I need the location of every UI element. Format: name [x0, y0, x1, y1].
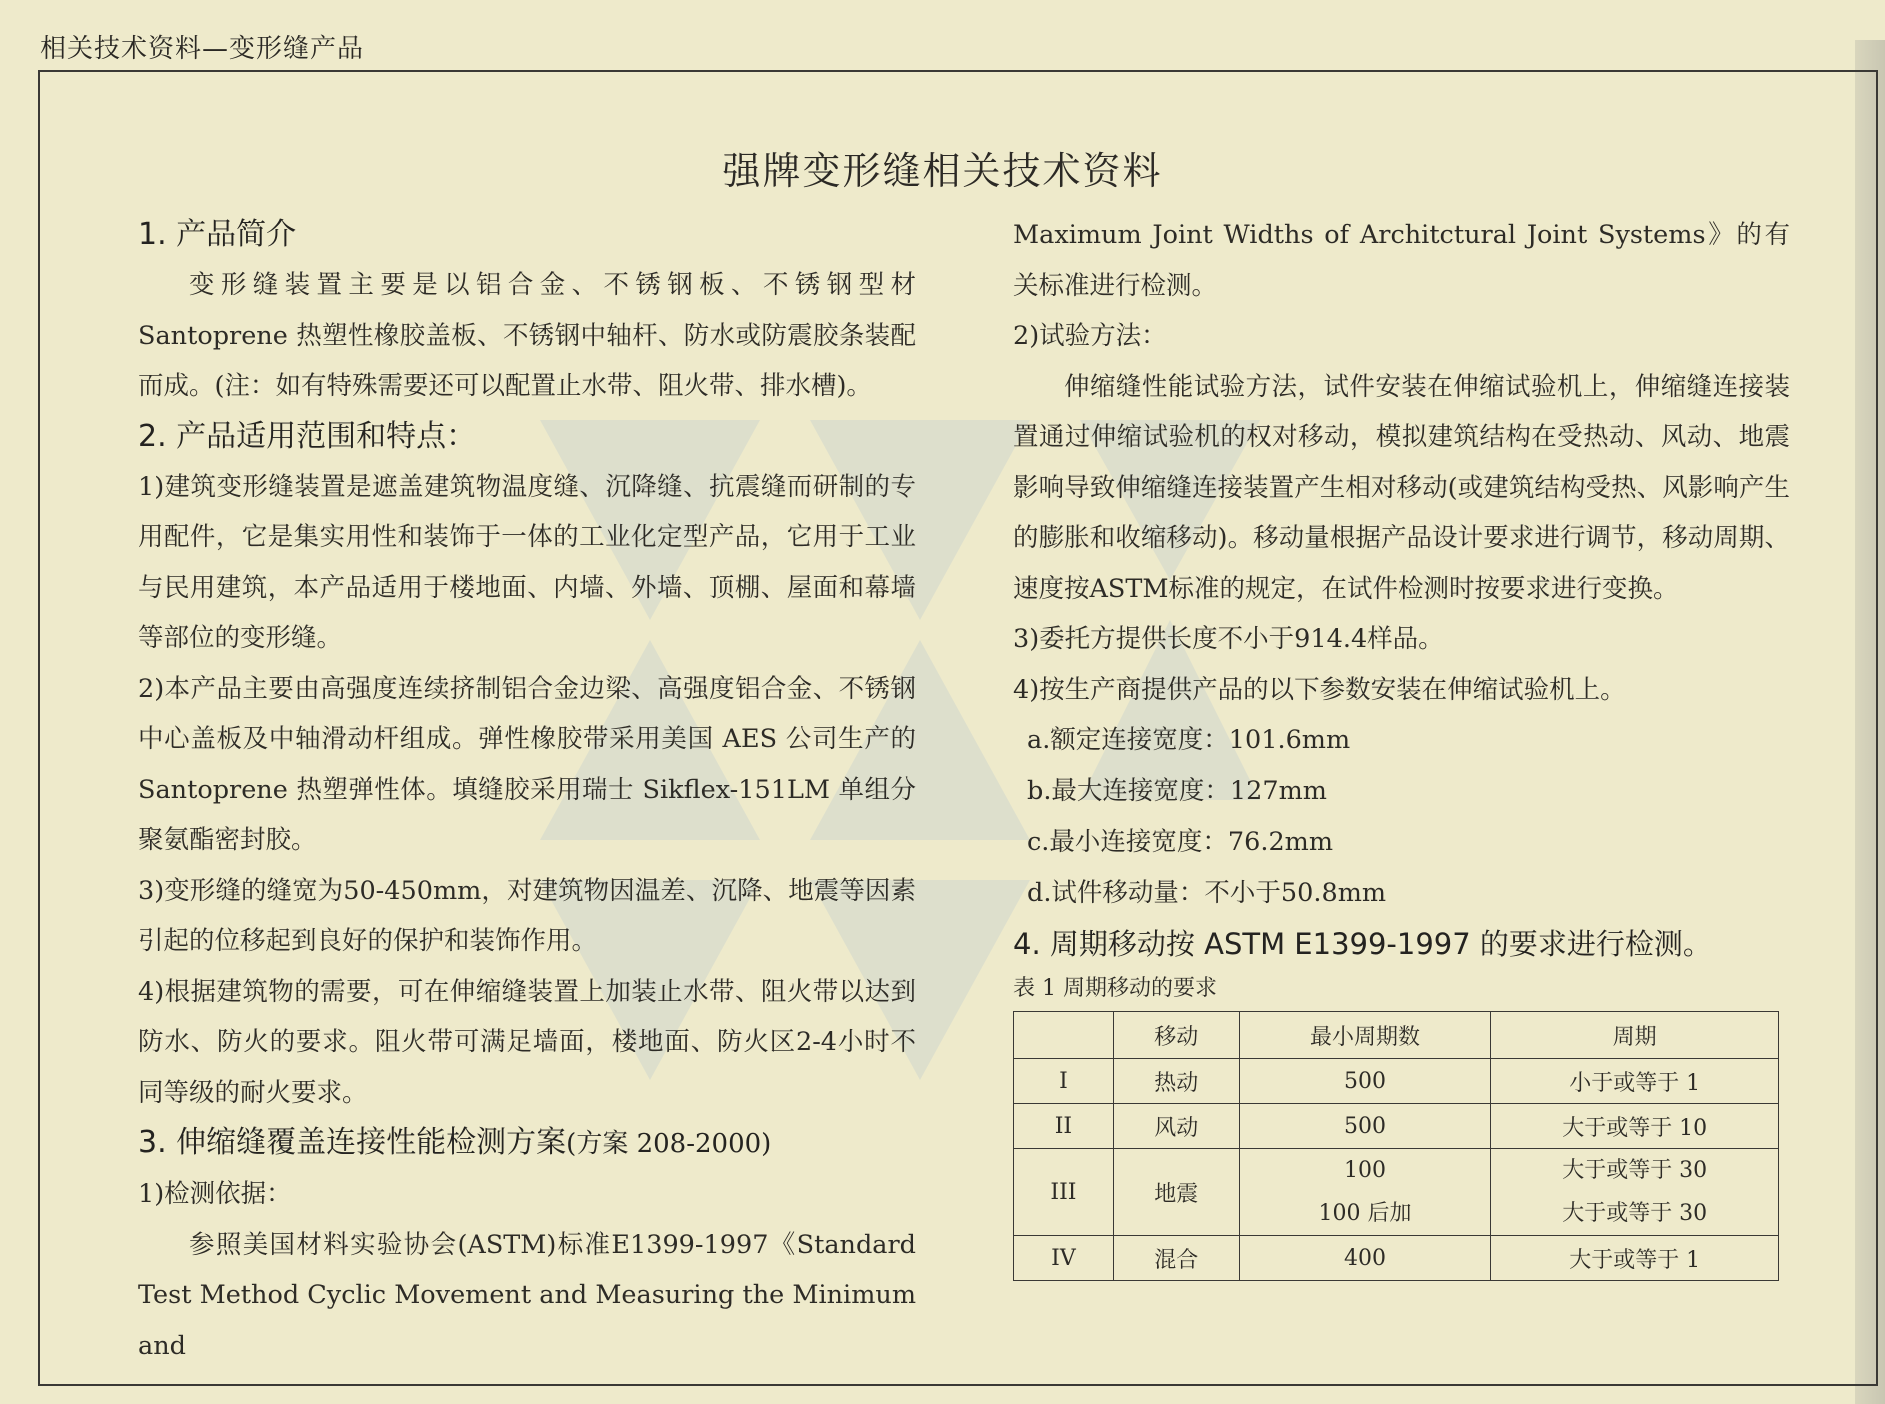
- table-row: [1014, 1059, 1779, 1104]
- table-cell: 混合: [1113, 1236, 1239, 1281]
- section-3-item-3: 3)委托方提供长度不小于914.4样品。: [1013, 624, 1444, 654]
- table-cell-line: 大于或等于 30: [1562, 1158, 1708, 1183]
- section-4-heading: 4. 周期移动按 ASTM E1399-1997 的要求进行检测。: [1013, 927, 1712, 961]
- table-cell: 500: [1239, 1059, 1491, 1104]
- table-row: [1014, 1236, 1779, 1281]
- table-header-cell: 最小周期数: [1239, 1012, 1491, 1059]
- param-c: c.最小连接宽度：76.2mm: [1027, 827, 1334, 857]
- section-2-item-1: 1)建筑变形缝装置是遮盖建筑物温度缝、沉降缝、抗震缝而研制的专用配件，它是集实用性和装饰于一体的工业化定型产品，它用于工业与民用建筑，本产品适用于楼地面、内墙、外墙、顶棚、屋面和幕墙等部位的变形缝。: [138, 471, 916, 653]
- section-3-paragraph: 参照美国材料实验协会(ASTM)标准E1399-1997《Standard Test Method Cyclic Movement and Measuring the Minimum and: [138, 1229, 916, 1361]
- standard-continuation: Maximum Joint Widths of Architctural Joint Systems》的有关标准进行检测。: [1013, 220, 1790, 301]
- section-3-item-4: 4)按生产商提供产品的以下参数安装在伸缩试验机上。: [1013, 674, 1626, 705]
- section-2-item-4: 4)根据建筑物的需要，可在伸缩缝装置上加装止水带、阻火带以达到防水、防火的要求。阻火带可满足墙面，楼地面、防火区2-4小时不同等级的耐火要求。: [138, 976, 916, 1108]
- right-column: [1013, 210, 1790, 1281]
- running-header: 相关技术资料—变形缝产品: [40, 34, 365, 64]
- param-d: d.试件移动量：不小于50.8mm: [1027, 878, 1387, 908]
- section-3-heading: [138, 1118, 916, 1169]
- left-column: [138, 210, 916, 1371]
- table-cell: 大于或等于 1: [1491, 1236, 1779, 1281]
- table-cell-line: 100: [1344, 1158, 1387, 1183]
- cycle-requirements-table: [1013, 1011, 1779, 1281]
- table-cell: [1491, 1149, 1779, 1236]
- table-caption: 表 1 周期移动的要求: [1013, 976, 1217, 1001]
- table-cell-line: 100 后加: [1318, 1201, 1412, 1226]
- table-header-cell: 移动: [1113, 1012, 1239, 1059]
- table-cell: 400: [1239, 1236, 1491, 1281]
- section-3-item-2: 2)试验方法：: [1013, 321, 1167, 351]
- table-cell: [1239, 1149, 1491, 1236]
- section-3-item-1: 1)检测依据：: [138, 1179, 292, 1209]
- section-3-heading-note: (方案 208-2000): [566, 1129, 772, 1159]
- table-header-row: [1014, 1012, 1779, 1059]
- section-2-heading: 2. 产品适用范围和特点：: [138, 418, 477, 454]
- section-2-item-3: 3)变形缝的缝宽为50-450mm，对建筑物因温差、沉降、地震等因素引起的位移起到良好的保护和装饰作用。: [138, 875, 916, 956]
- param-a: a.额定连接宽度：101.6mm: [1027, 725, 1351, 755]
- table-cell: III: [1014, 1149, 1114, 1236]
- section-2-item-2: 2)本产品主要由高强度连续挤制铝合金边梁、高强度铝合金、不锈钢中心盖板及中轴滑动杆组成。弹性橡胶带采用美国 AES 公司生产的 Santoprene 热塑弹性体。填缝胶采用瑞士 Sikflex-151LM 单组分聚氨酯密封胶。: [138, 673, 916, 855]
- table-header-cell: [1014, 1012, 1114, 1059]
- table-cell: 小于或等于 1: [1491, 1059, 1779, 1104]
- table-row: [1014, 1104, 1779, 1149]
- table-header-cell: 周期: [1491, 1012, 1779, 1059]
- table-cell: II: [1014, 1104, 1114, 1149]
- page-title: 强牌变形缝相关技术资料: [722, 149, 1163, 193]
- section-1-paragraph: 变形缝装置主要是以铝合金、不锈钢板、不锈钢型材 Santoprene 热塑性橡胶盖板、不锈钢中轴杆、防水或防震胶条装配而成。(注：如有特殊需要还可以配置止水带、阻火带、排水槽)。: [138, 270, 916, 401]
- section-3-heading-text: 3. 伸缩缝覆盖连接性能检测方案: [138, 1125, 567, 1160]
- table-cell: 大于或等于 10: [1491, 1104, 1779, 1149]
- table-cell-line: 大于或等于 30: [1562, 1201, 1708, 1226]
- table-cell: 500: [1239, 1104, 1491, 1149]
- section-1-heading: 1. 产品简介: [138, 217, 297, 252]
- test-method-paragraph: 伸缩缝性能试验方法，试件安装在伸缩试验机上，伸缩缝连接装置通过伸缩试验机的权对移动，模拟建筑结构在受热动、风动、地震影响导致伸缩缝连接装置产生相对移动(或建筑结构受热、风影响产生的膨胀和收缩移动)。移动量根据产品设计要求进行调节，移动周期、速度按ASTM标准的规定，在试件检测时按要求进行变换。: [1013, 371, 1790, 604]
- table-cell: IV: [1014, 1236, 1114, 1281]
- table-row: [1014, 1149, 1779, 1236]
- table-cell: I: [1014, 1059, 1114, 1104]
- table-cell: 热动: [1113, 1059, 1239, 1104]
- table-cell: 地震: [1113, 1149, 1239, 1236]
- param-b: b.最大连接宽度：127mm: [1027, 776, 1327, 806]
- table-cell: 风动: [1113, 1104, 1239, 1149]
